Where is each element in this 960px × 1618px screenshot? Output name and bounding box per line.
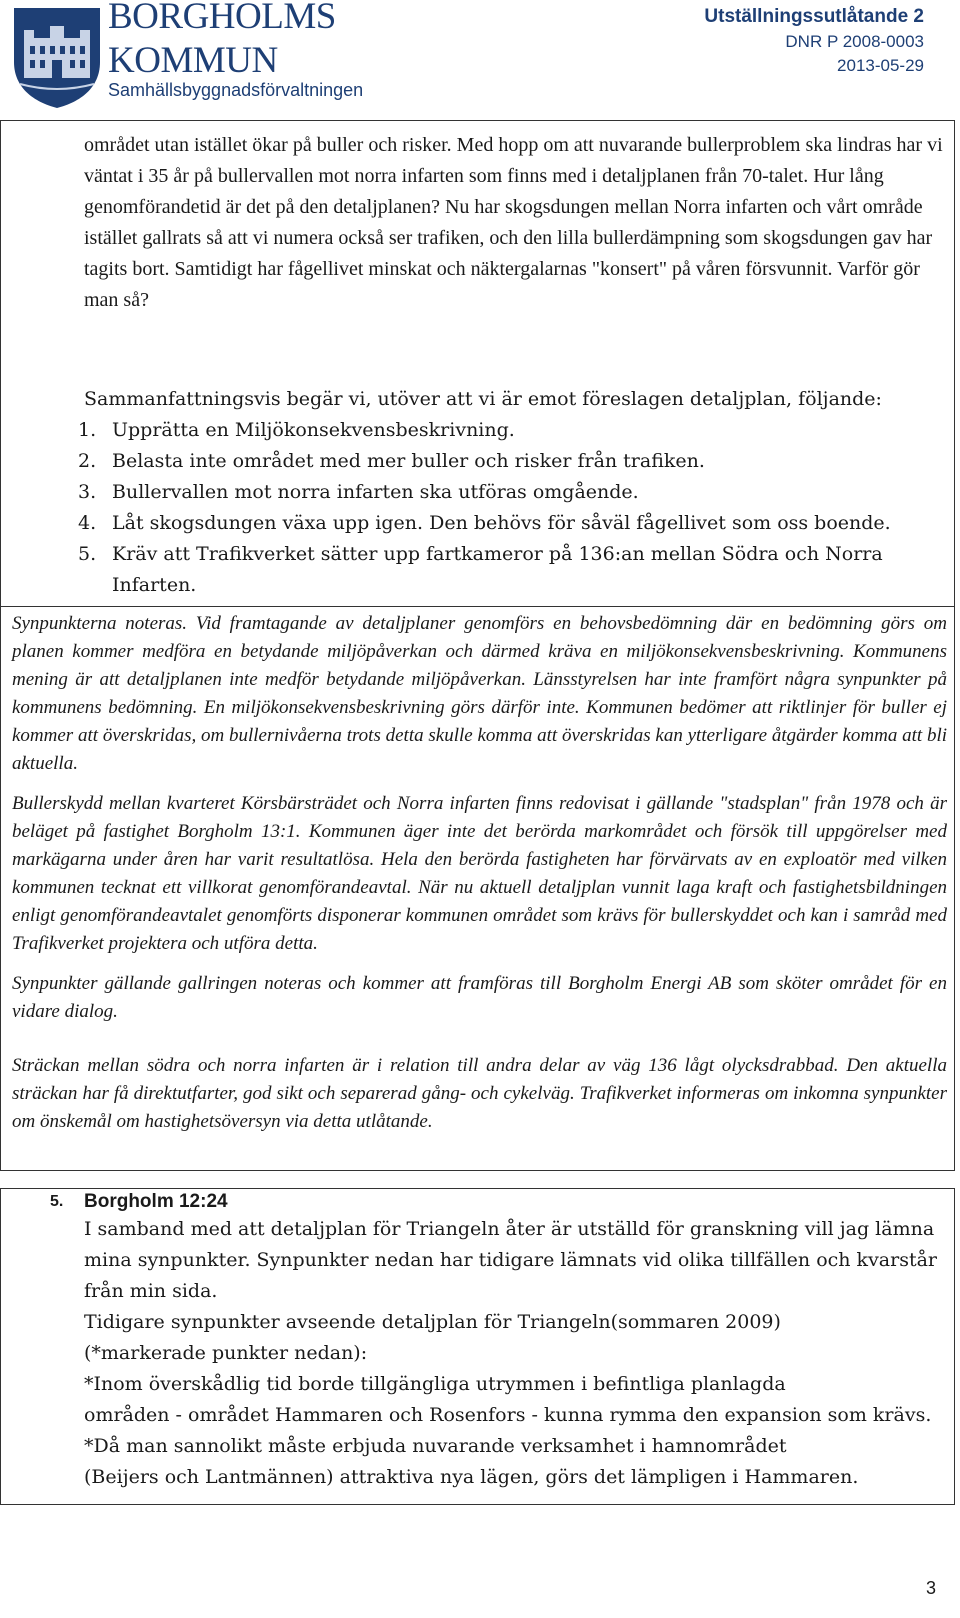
list-item [78, 477, 938, 508]
department-name: Samhällsbyggnadsförvaltningen [108, 80, 364, 100]
section-line: (*markerade punkter nedan): [84, 1342, 368, 1364]
section-line: mina synpunkter. Synpunkter nedan har tidigare lämnats vid olika tillfällen och kvarstår [84, 1249, 938, 1271]
list-number: 4. [78, 512, 97, 534]
list-text: Belasta inte området med mer buller och risker från trafiken. [112, 450, 705, 472]
list-text: Upprätta en Miljökonsekvensbeskrivning. [112, 419, 515, 441]
list-item [78, 508, 938, 539]
section-line: (Beijers och Lantmännen) attraktiva nya lägen, görs det lämpligen i Hammaren. [84, 1466, 859, 1488]
section-line: I samband med att detaljplan för Triangeln åter är utställd för granskning vill jag lämna [84, 1218, 935, 1240]
logo-wordmark-line2: KOMMUN [108, 40, 278, 81]
document-dnr: DNR P 2008-0003 [785, 32, 924, 51]
page-header [0, 0, 960, 118]
list-number: 2. [78, 450, 97, 472]
list-item [78, 446, 938, 477]
list-item [78, 415, 938, 446]
document-title: Utställningssutlåtande 2 [704, 6, 924, 27]
list-number: 5. [78, 543, 97, 565]
document-date: 2013-05-29 [837, 56, 924, 75]
response-paragraph-2: Bullerskydd mellan kvarteret Körsbärsträdet och Norra infarten finns redovisat i gällande "stadsplan" från 1978 och är beläget på fastighet Borgholm 13:1. Kommunen äger inte det berörda markområdet och försök till uppgörelser med markägarna under åren har varit resultatlösa. Hela den berörda fastigheten har förvärvats av en exploatör med vilken kommunen tecknat ett villkorat genomförandeavtal. När nu aktuell detaljplan vunnit laga kraft och fastighetsbildningen enligt genomförandeavtalet genomförts disponerar kommunen området som krävs för bullerskyddet och kan i samråd med Trafikverket projektera och utföra detta. [12, 793, 947, 954]
list-number: 1. [78, 419, 97, 441]
section-line: Tidigare synpunkter avseende detaljplan för Triangeln(sommaren 2009) [84, 1311, 781, 1333]
logo-wordmark-line1: BORGHOLMS [108, 0, 336, 37]
list-item [78, 539, 938, 601]
section-line: *Då man sannolikt måste erbjuda nuvarande verksamhet i hamnområdet [84, 1435, 787, 1457]
request-list [78, 415, 938, 601]
list-number: 3. [78, 481, 97, 503]
list-text: Kräv att Trafikverket sätter upp fartkameror på 136:an mellan Södra och Norra Infarten. [112, 543, 883, 596]
response-paragraph-3: Synpunkter gällande gallringen noteras och kommer att framföras till Borgholm Energi AB som sköter området för en vidare dialog. [12, 973, 947, 1022]
response-paragraph-1: Synpunkterna noteras. Vid framtagande av detaljplaner genomförs en behovsbedömning där en bedömning görs om planen kommer medföra en betydande miljöpåverkan och därmed kräva en miljökonsekvensbeskrivning. Kommunens mening är att detaljplanen inte medför betydande miljöpåverkan. Länsstyrelsen har inte framfört några synpunkter på kommunens bedömning. En miljökonsekvensbeskrivning görs därför inte. Kommunen bedömer att riktlinjer för buller ej kommer att överskridas, om bullernivåerna trots detta skulle komma att överskridas kan ytterligare åtgärder komma att bli aktuella. [12, 613, 947, 774]
section-number: 5. [50, 1193, 64, 1210]
summary-paragraph: Sammanfattningsvis begär vi, utöver att vi är emot föreslagen detaljplan, följande: [84, 388, 882, 410]
comment-paragraph: området utan istället ökar på buller och risker. Med hopp om att nuvarande bullerproblem ska lindras har vi väntat i 35 år på bullervallen mot norra infarten som finns med i detaljplanen från 70-talet. Hur lång genomförandetid är det på den detaljplanen? Nu har skogsdungen mellan Norra infarten och vårt område istället gallrats så att vi numera också ser trafiken, och den lilla bullerdämpning som skogsdungen gav har tagits bort. Samtidigt har fågellivet minskat och näktergalarnas "konsert" på våren försvunnit. Varför gör man så? [84, 134, 943, 311]
section-body [84, 1214, 944, 1493]
section-title: Borgholm 12:24 [84, 1191, 228, 1212]
list-text: Låt skogsdungen växa upp igen. Den behövs för såväl fågellivet som oss boende. [112, 512, 891, 534]
response-paragraph-4: Sträckan mellan södra och norra infarten är i relation till andra delar av väg 136 lågt olycksdrabbad. Den aktuella sträckan har få direktutfarter, god sikt och separerad gång- och cykelväg. Trafikverket informeras om inkomna synpunkter om önskemål om hastighetsöversyn via detta utlåtande. [12, 1055, 947, 1132]
list-text: Bullervallen mot norra infarten ska utföras omgående. [112, 481, 639, 503]
page-number: 3 [925, 1578, 936, 1598]
section-line: *Inom överskådlig tid borde tillgängliga utrymmen i befintliga planlagda [84, 1373, 786, 1395]
section-line: områden - området Hammaren och Rosenfors - kunna rymma den expansion som krävs. [84, 1404, 932, 1426]
section-line: från min sida. [84, 1280, 218, 1302]
castle-logo-icon [10, 2, 104, 110]
